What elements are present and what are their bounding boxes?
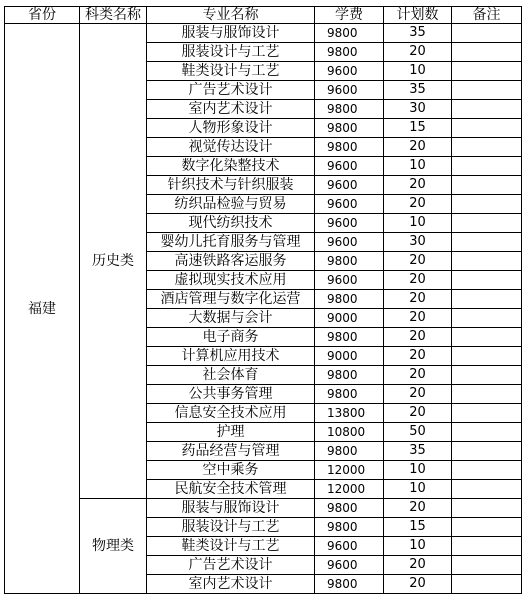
tuition-cell[interactable]: 9600 — [315, 233, 384, 252]
remarks-cell[interactable] — [452, 423, 522, 442]
remarks-cell[interactable] — [452, 537, 522, 556]
major-name-cell[interactable]: 服装设计与工艺 — [147, 43, 315, 62]
plan-count-cell[interactable]: 20 — [384, 556, 452, 575]
header-tuition[interactable]: 学费 — [315, 7, 384, 24]
subject-category-cell[interactable]: 物理类 — [80, 499, 147, 594]
plan-count-cell[interactable]: 20 — [384, 385, 452, 404]
tuition-cell[interactable]: 9800 — [315, 366, 384, 385]
major-name-cell[interactable]: 高速铁路客运服务 — [147, 252, 315, 271]
table-body — [5, 24, 522, 594]
plan-count-cell[interactable]: 35 — [384, 81, 452, 100]
plan-count-cell[interactable]: 10 — [384, 480, 452, 499]
remarks-cell[interactable] — [452, 347, 522, 366]
subject-category-cell[interactable]: 历史类 — [80, 24, 147, 499]
remarks-cell[interactable] — [452, 499, 522, 518]
major-name-cell[interactable]: 针织技术与针织服装 — [147, 176, 315, 195]
remarks-cell[interactable] — [452, 233, 522, 252]
remarks-cell[interactable] — [452, 480, 522, 499]
table-row — [5, 24, 522, 43]
tuition-cell[interactable]: 9800 — [315, 119, 384, 138]
major-name-cell[interactable]: 广告艺术设计 — [147, 556, 315, 575]
plan-count-cell[interactable]: 30 — [384, 100, 452, 119]
major-name-cell[interactable]: 广告艺术设计 — [147, 81, 315, 100]
remarks-cell[interactable] — [452, 100, 522, 119]
plan-count-cell[interactable]: 20 — [384, 195, 452, 214]
remarks-cell[interactable] — [452, 81, 522, 100]
plan-count-cell[interactable]: 20 — [384, 404, 452, 423]
header-subject-category[interactable]: 科类名称 — [80, 7, 147, 24]
major-name-cell[interactable]: 纺织品检验与贸易 — [147, 195, 315, 214]
tuition-cell[interactable]: 9600 — [315, 271, 384, 290]
tuition-cell[interactable]: 9800 — [315, 328, 384, 347]
major-name-cell[interactable]: 鞋类设计与工艺 — [147, 62, 315, 81]
remarks-cell[interactable] — [452, 157, 522, 176]
plan-count-cell[interactable]: 20 — [384, 328, 452, 347]
major-name-cell[interactable]: 电子商务 — [147, 328, 315, 347]
major-name-cell[interactable]: 公共事务管理 — [147, 385, 315, 404]
remarks-cell[interactable] — [452, 309, 522, 328]
major-name-cell[interactable]: 服装设计与工艺 — [147, 518, 315, 537]
major-name-cell[interactable]: 信息安全技术应用 — [147, 404, 315, 423]
tuition-cell[interactable]: 9600 — [315, 176, 384, 195]
remarks-cell[interactable] — [452, 214, 522, 233]
remarks-cell[interactable] — [452, 62, 522, 81]
plan-count-cell[interactable]: 35 — [384, 24, 452, 43]
plan-count-cell[interactable]: 10 — [384, 461, 452, 480]
remarks-cell[interactable] — [452, 43, 522, 62]
tuition-cell[interactable]: 9800 — [315, 385, 384, 404]
plan-count-cell[interactable]: 10 — [384, 537, 452, 556]
tuition-cell[interactable]: 9600 — [315, 62, 384, 81]
plan-count-cell[interactable]: 20 — [384, 176, 452, 195]
tuition-cell[interactable]: 9800 — [315, 518, 384, 537]
remarks-cell[interactable] — [452, 518, 522, 537]
major-name-cell[interactable]: 大数据与会计 — [147, 309, 315, 328]
tuition-cell[interactable]: 9600 — [315, 537, 384, 556]
major-name-cell[interactable]: 护理 — [147, 423, 315, 442]
plan-count-cell[interactable]: 20 — [384, 271, 452, 290]
remarks-cell[interactable] — [452, 252, 522, 271]
remarks-cell[interactable] — [452, 404, 522, 423]
tuition-cell[interactable]: 9800 — [315, 138, 384, 157]
plan-count-cell[interactable]: 20 — [384, 499, 452, 518]
remarks-cell[interactable] — [452, 385, 522, 404]
major-name-cell[interactable]: 民航安全技术管理 — [147, 480, 315, 499]
tuition-cell[interactable]: 12000 — [315, 461, 384, 480]
table-row — [5, 499, 522, 518]
major-name-cell[interactable]: 鞋类设计与工艺 — [147, 537, 315, 556]
header-major-name[interactable]: 专业名称 — [147, 7, 315, 24]
plan-count-cell[interactable]: 15 — [384, 518, 452, 537]
major-name-cell[interactable]: 数字化染整技术 — [147, 157, 315, 176]
header-province[interactable]: 省份 — [5, 7, 80, 24]
major-name-cell[interactable]: 现代纺织技术 — [147, 214, 315, 233]
plan-count-cell[interactable]: 10 — [384, 157, 452, 176]
major-name-cell[interactable]: 社会体育 — [147, 366, 315, 385]
major-name-cell[interactable]: 视觉传达设计 — [147, 138, 315, 157]
remarks-cell[interactable] — [452, 461, 522, 480]
tuition-cell[interactable]: 9600 — [315, 214, 384, 233]
tuition-cell[interactable]: 9800 — [315, 499, 384, 518]
tuition-cell[interactable]: 9800 — [315, 252, 384, 271]
remarks-cell[interactable] — [452, 119, 522, 138]
tuition-cell[interactable]: 9000 — [315, 309, 384, 328]
plan-count-cell[interactable]: 20 — [384, 43, 452, 62]
major-name-cell[interactable]: 药品经营与管理 — [147, 442, 315, 461]
tuition-cell[interactable]: 9800 — [315, 290, 384, 309]
plan-count-cell[interactable]: 50 — [384, 423, 452, 442]
major-name-cell[interactable]: 服装与服饰设计 — [147, 24, 315, 43]
tuition-cell[interactable]: 9600 — [315, 556, 384, 575]
header-row — [5, 7, 522, 24]
tuition-cell[interactable]: 9600 — [315, 157, 384, 176]
tuition-cell[interactable]: 13800 — [315, 404, 384, 423]
major-name-cell[interactable]: 虚拟现实技术应用 — [147, 271, 315, 290]
remarks-cell[interactable] — [452, 556, 522, 575]
remarks-cell[interactable] — [452, 290, 522, 309]
tuition-cell[interactable]: 9600 — [315, 195, 384, 214]
header-plan-count[interactable]: 计划数 — [384, 7, 452, 24]
major-name-cell[interactable]: 室内艺术设计 — [147, 575, 315, 594]
remarks-cell[interactable] — [452, 271, 522, 290]
major-name-cell[interactable]: 婴幼儿托育服务与管理 — [147, 233, 315, 252]
tuition-cell[interactable]: 9800 — [315, 100, 384, 119]
remarks-cell[interactable] — [452, 442, 522, 461]
header-remarks[interactable]: 备注 — [452, 7, 522, 24]
plan-count-cell[interactable]: 20 — [384, 309, 452, 328]
tuition-cell[interactable]: 9600 — [315, 81, 384, 100]
tuition-cell[interactable]: 12000 — [315, 480, 384, 499]
tuition-cell[interactable]: 9800 — [315, 442, 384, 461]
plan-count-cell[interactable]: 10 — [384, 62, 452, 81]
tuition-cell[interactable]: 9800 — [315, 43, 384, 62]
remarks-cell[interactable] — [452, 195, 522, 214]
plan-count-cell[interactable]: 20 — [384, 252, 452, 271]
remarks-cell[interactable] — [452, 328, 522, 347]
remarks-cell[interactable] — [452, 176, 522, 195]
plan-count-cell[interactable]: 20 — [384, 366, 452, 385]
major-name-cell[interactable]: 人物形象设计 — [147, 119, 315, 138]
tuition-cell[interactable]: 9000 — [315, 347, 384, 366]
remarks-cell[interactable] — [452, 575, 522, 594]
major-name-cell[interactable]: 空中乘务 — [147, 461, 315, 480]
plan-count-cell[interactable]: 20 — [384, 575, 452, 594]
tuition-cell[interactable]: 9800 — [315, 24, 384, 43]
major-name-cell[interactable]: 计算机应用技术 — [147, 347, 315, 366]
major-name-cell[interactable]: 酒店管理与数字化运营 — [147, 290, 315, 309]
plan-count-cell[interactable]: 20 — [384, 138, 452, 157]
remarks-cell[interactable] — [452, 24, 522, 43]
province-cell[interactable]: 福建 — [5, 24, 80, 594]
tuition-cell[interactable]: 10800 — [315, 423, 384, 442]
enrollment-plan-table — [4, 6, 522, 594]
major-name-cell[interactable]: 室内艺术设计 — [147, 100, 315, 119]
tuition-cell[interactable]: 9800 — [315, 575, 384, 594]
plan-count-cell[interactable]: 35 — [384, 442, 452, 461]
plan-count-cell[interactable]: 20 — [384, 290, 452, 309]
plan-count-cell[interactable]: 10 — [384, 214, 452, 233]
plan-count-cell[interactable]: 15 — [384, 119, 452, 138]
remarks-cell[interactable] — [452, 138, 522, 157]
major-name-cell[interactable]: 服装与服饰设计 — [147, 499, 315, 518]
remarks-cell[interactable] — [452, 366, 522, 385]
plan-count-cell[interactable]: 30 — [384, 233, 452, 252]
plan-count-cell[interactable]: 20 — [384, 347, 452, 366]
